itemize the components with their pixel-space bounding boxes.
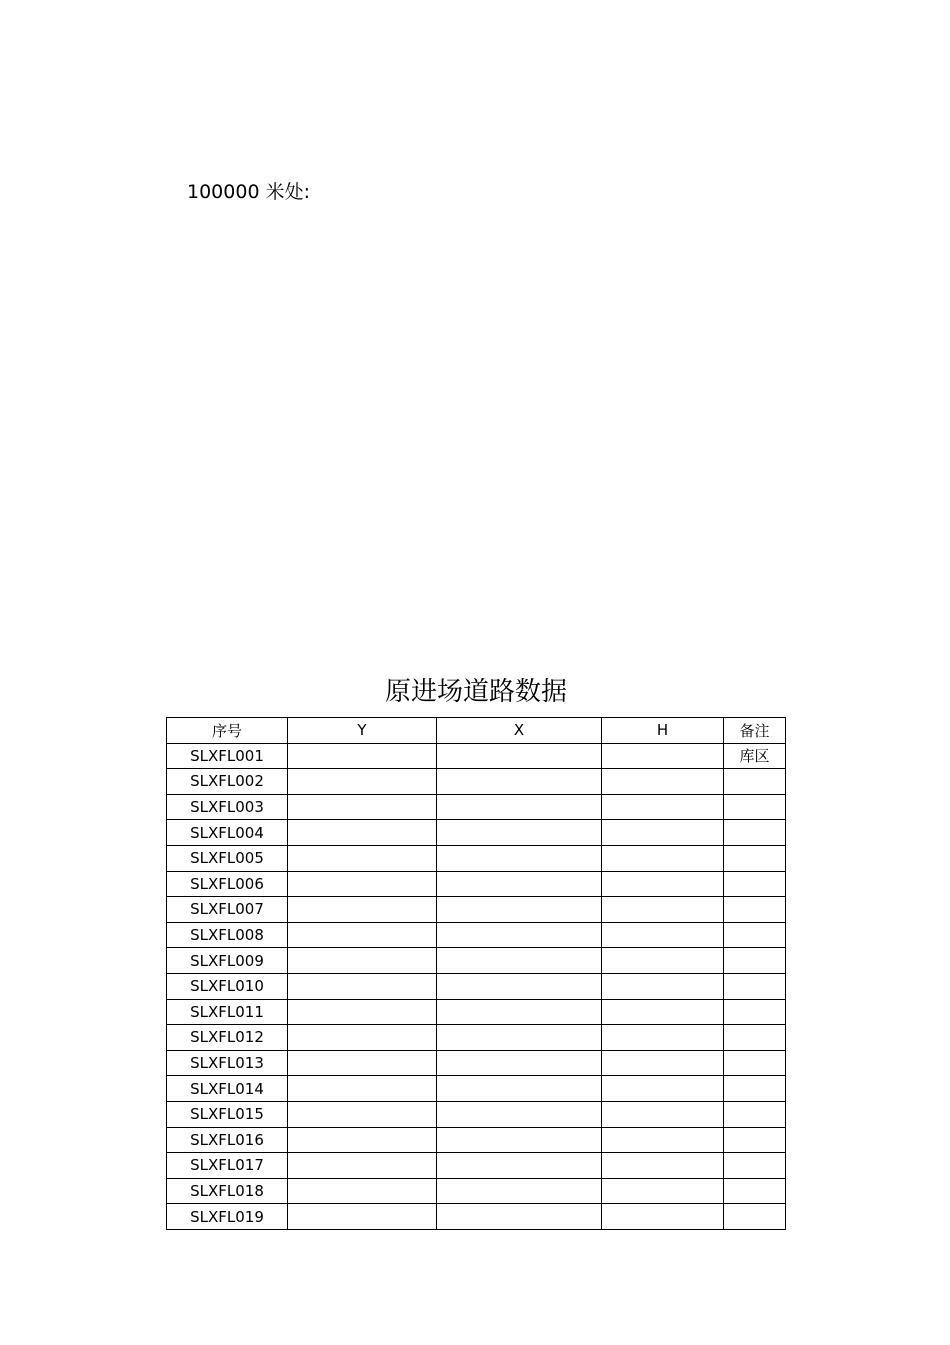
table-row (167, 1204, 786, 1230)
cell-h (602, 743, 724, 769)
cell-h (602, 769, 724, 795)
cell-h (602, 897, 724, 923)
table-row (167, 743, 786, 769)
cell-note: 库区 (724, 743, 786, 769)
cell-note (724, 769, 786, 795)
cell-x (437, 999, 602, 1025)
cell-index: SLXFL009 (167, 948, 288, 974)
table-row (167, 973, 786, 999)
table-header-row (167, 718, 786, 744)
cell-h (602, 948, 724, 974)
cell-note (724, 1153, 786, 1179)
cell-h (602, 1204, 724, 1230)
cell-x (437, 845, 602, 871)
cell-y (288, 1076, 437, 1102)
cell-h (602, 1076, 724, 1102)
cell-note (724, 1178, 786, 1204)
cell-x (437, 871, 602, 897)
cell-note (724, 1025, 786, 1051)
cell-index: SLXFL013 (167, 1050, 288, 1076)
cell-note (724, 973, 786, 999)
cell-y (288, 1050, 437, 1076)
cell-h (602, 1050, 724, 1076)
cell-index: SLXFL017 (167, 1153, 288, 1179)
cell-index: SLXFL004 (167, 820, 288, 846)
cell-y (288, 999, 437, 1025)
table-row (167, 794, 786, 820)
header-x: X (437, 718, 602, 744)
cell-index: SLXFL008 (167, 922, 288, 948)
cell-h (602, 1101, 724, 1127)
header-note: 备注 (724, 718, 786, 744)
cell-h (602, 922, 724, 948)
cell-y (288, 897, 437, 923)
cell-x (437, 794, 602, 820)
cell-note (724, 1127, 786, 1153)
cell-x (437, 1178, 602, 1204)
cell-y (288, 973, 437, 999)
cell-index: SLXFL019 (167, 1204, 288, 1230)
cell-note (724, 1050, 786, 1076)
cell-h (602, 845, 724, 871)
cell-note (724, 897, 786, 923)
cell-x (437, 1204, 602, 1230)
table-row (167, 845, 786, 871)
cell-y (288, 1025, 437, 1051)
cell-index: SLXFL016 (167, 1127, 288, 1153)
cell-index: SLXFL006 (167, 871, 288, 897)
header-index: 序号 (167, 718, 288, 744)
cell-index: SLXFL012 (167, 1025, 288, 1051)
road-data-table (166, 717, 786, 1230)
table-row (167, 769, 786, 795)
cell-index: SLXFL001 (167, 743, 288, 769)
cell-x (437, 897, 602, 923)
cell-h (602, 1153, 724, 1179)
cell-index: SLXFL010 (167, 973, 288, 999)
table-row (167, 922, 786, 948)
header-y: Y (288, 718, 437, 744)
cell-y (288, 948, 437, 974)
table-row (167, 1101, 786, 1127)
header-h: H (602, 718, 724, 744)
cell-x (437, 1025, 602, 1051)
cell-index: SLXFL018 (167, 1178, 288, 1204)
table-row (167, 999, 786, 1025)
cell-x (437, 820, 602, 846)
cell-note (724, 1076, 786, 1102)
cell-h (602, 973, 724, 999)
cell-x (437, 743, 602, 769)
cell-h (602, 1127, 724, 1153)
cell-note (724, 794, 786, 820)
cell-index: SLXFL003 (167, 794, 288, 820)
cell-h (602, 1178, 724, 1204)
table-row (167, 1127, 786, 1153)
table-row (167, 820, 786, 846)
cell-h (602, 871, 724, 897)
cell-x (437, 1153, 602, 1179)
cell-x (437, 1050, 602, 1076)
table-title: 原进场道路数据 (384, 677, 567, 707)
cell-y (288, 769, 437, 795)
table-row (167, 1025, 786, 1051)
cell-y (288, 1178, 437, 1204)
cell-x (437, 769, 602, 795)
cell-y (288, 1153, 437, 1179)
table-row (167, 948, 786, 974)
cell-note (724, 871, 786, 897)
table-body (167, 743, 786, 1229)
table-row (167, 1076, 786, 1102)
cell-y (288, 1101, 437, 1127)
cell-x (437, 1076, 602, 1102)
cell-h (602, 1025, 724, 1051)
cell-note (724, 1101, 786, 1127)
cell-y (288, 743, 437, 769)
cell-x (437, 922, 602, 948)
cell-note (724, 820, 786, 846)
cell-x (437, 948, 602, 974)
table-row (167, 1153, 786, 1179)
cell-index: SLXFL005 (167, 845, 288, 871)
cell-note (724, 922, 786, 948)
cell-y (288, 1204, 437, 1230)
cell-h (602, 820, 724, 846)
cell-index: SLXFL002 (167, 769, 288, 795)
cell-note (724, 999, 786, 1025)
cell-y (288, 871, 437, 897)
cell-y (288, 922, 437, 948)
table-row (167, 871, 786, 897)
table-row (167, 1050, 786, 1076)
cell-index: SLXFL014 (167, 1076, 288, 1102)
cell-index: SLXFL015 (167, 1101, 288, 1127)
cell-h (602, 794, 724, 820)
cell-y (288, 845, 437, 871)
cell-index: SLXFL011 (167, 999, 288, 1025)
cell-h (602, 999, 724, 1025)
cell-y (288, 820, 437, 846)
table-row (167, 1178, 786, 1204)
cell-note (724, 948, 786, 974)
distance-heading: 100000 米处: (187, 181, 310, 203)
cell-x (437, 973, 602, 999)
cell-y (288, 794, 437, 820)
cell-note (724, 845, 786, 871)
table-row (167, 897, 786, 923)
cell-note (724, 1204, 786, 1230)
cell-x (437, 1127, 602, 1153)
cell-y (288, 1127, 437, 1153)
cell-index: SLXFL007 (167, 897, 288, 923)
cell-x (437, 1101, 602, 1127)
